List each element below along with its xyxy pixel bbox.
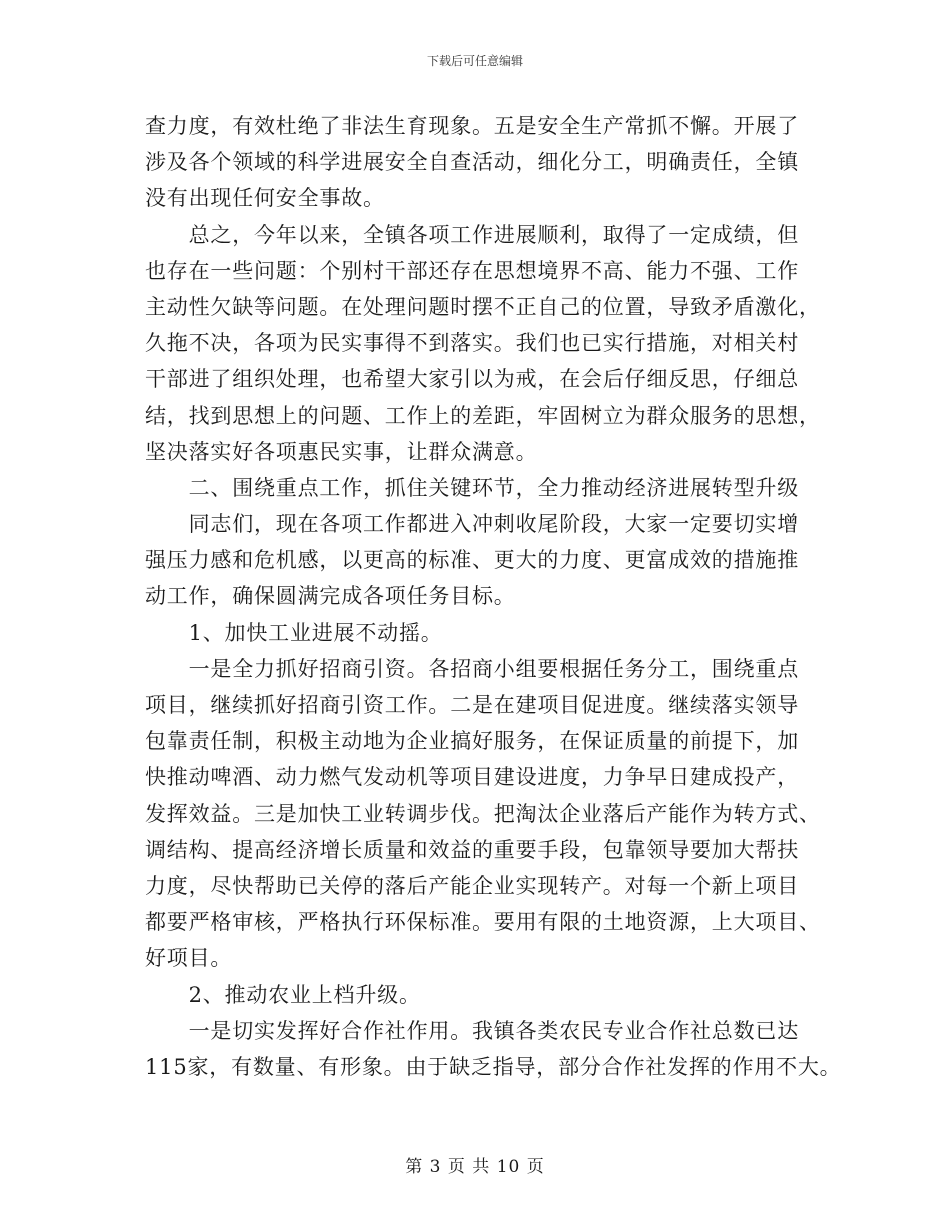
text-line: 动工作，确保圆满完成各项任务目标。 xyxy=(145,584,516,609)
subsection-heading: 2、推动农业上档升级。 xyxy=(145,982,421,1007)
subsection-heading: 1、加快工业进展不动摇。 xyxy=(145,620,443,645)
text-line: 涉及各个领域的科学进展安全自查活动，细化分工，明确责任，全镇 xyxy=(145,150,799,175)
text-line: 主动性欠缺等问题。在处理问题时摆不正自己的位置，导致矛盾激化， xyxy=(145,294,821,319)
text-line: 好项目。 xyxy=(145,946,233,971)
text-line: 发挥效益。三是加快工业转调步伐。把淘汰企业落后产能作为转方式、 xyxy=(145,801,821,826)
text-line: 坚决落实好各项惠民实事，让群众满意。 xyxy=(145,439,538,464)
text-line: 调结构、提高经济增长质量和效益的重要手段，包靠领导要加大帮扶 xyxy=(145,837,799,862)
text-line: 强压力感和危机感，以更高的标准、更大的力度、更富成效的措施推 xyxy=(145,548,799,573)
text-line: 结，找到思想上的问题、工作上的差距，牢固树立为群众服务的思想， xyxy=(145,403,821,428)
text-line: 没有出现任何安全事故。 xyxy=(145,186,385,211)
section-heading: 二、围绕重点工作，抓住关键环节，全力推动经济进展转型升级 xyxy=(145,475,799,500)
text-line: 总之，今年以来，全镇各项工作进展顺利，取得了一定成绩，但 xyxy=(145,222,799,247)
page-number-footer: 第 3 页 共 10 页 xyxy=(405,1157,545,1177)
text-line: 力度，尽快帮助已关停的落后产能企业实现转产。对每一个新上项目 xyxy=(145,873,799,898)
text-line: 项目，继续抓好招商引资工作。二是在建项目促进度。继续落实领导 xyxy=(145,693,799,717)
text-line: 久拖不决，各项为民实事得不到落实。我们也已实行措施，对相关村 xyxy=(145,331,799,356)
text-line: 115家，有数量、有形象。由于缺乏指导，部分合作社发挥的作用不大。 xyxy=(145,1054,842,1079)
text-line: 都要严格审核，严格执行环保标准。要用有限的土地资源，上大项目、 xyxy=(145,910,821,935)
text-line: 干部进了组织处理，也希望大家引以为戒，在会后仔细反思，仔细总 xyxy=(145,367,799,392)
text-line: 一是全力抓好招商引资。各招商小组要根据任务分工，围绕重点 xyxy=(145,656,799,681)
text-line: 同志们，现在各项工作都进入冲刺收尾阶段，大家一定要切实增 xyxy=(145,512,799,537)
document-body xyxy=(145,108,842,1085)
text-line: 包靠责任制，积极主动地为企业搞好服务，在保证质量的前提下，加 xyxy=(145,729,799,754)
text-line: 一是切实发挥好合作社作用。我镇各类农民专业合作社总数已达 xyxy=(145,1018,799,1043)
text-line: 也存在一些问题：个别村干部还存在思想境界不高、能力不强、工作 xyxy=(145,258,799,283)
text-line: 快推动啤酒、动力燃气发动机等项目建设进度，力争早日建成投产， xyxy=(145,765,799,790)
text-line: 查力度，有效杜绝了非法生育现象。五是安全生产常抓不懈。开展了 xyxy=(145,114,799,138)
page-header-note: 下载后可任意编辑 xyxy=(426,54,523,68)
